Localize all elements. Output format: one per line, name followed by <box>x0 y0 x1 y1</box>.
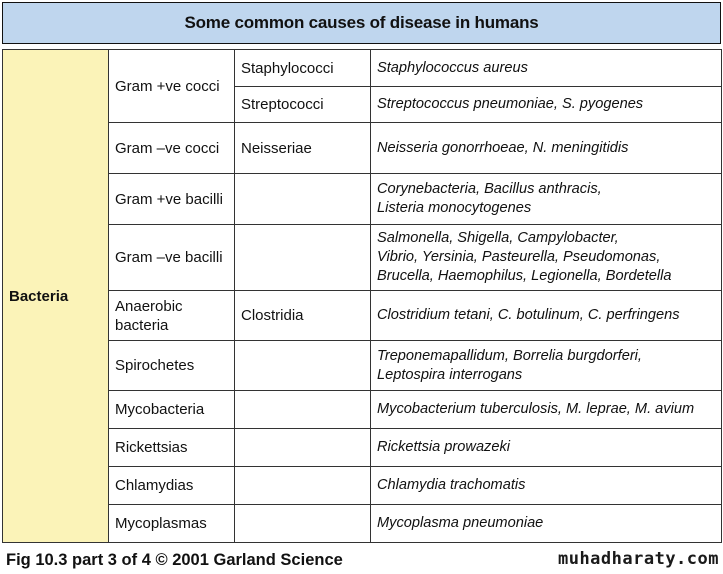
species-line: Mycoplasma pneumoniae <box>377 515 544 531</box>
watermark-text: muhadharaty.com <box>557 549 719 569</box>
group-line: Anaerobic <box>115 297 183 315</box>
species-cell <box>371 341 722 391</box>
subgroup-cell <box>235 391 371 429</box>
group-line: bacteria <box>115 316 169 334</box>
species-cell <box>371 123 722 174</box>
species-cell <box>371 50 722 87</box>
table-row <box>3 467 722 505</box>
subgroup-cell <box>235 505 371 543</box>
figure-caption: Fig 10.3 part 3 of 4 © 2001 Garland Science <box>6 551 343 569</box>
subgroup-cell <box>235 225 371 291</box>
species-cell <box>371 467 722 505</box>
group-cell: Spirochetes <box>109 341 235 391</box>
species-line: Leptospira interrogans <box>377 366 523 383</box>
subgroup-cell <box>235 341 371 391</box>
species-cell <box>371 391 722 429</box>
table-row <box>3 341 722 391</box>
subgroup-cell: Neisseriae <box>235 123 371 174</box>
group-cell: Mycoplasmas <box>109 505 235 543</box>
table-row <box>3 123 722 174</box>
group-cell: Gram –ve bacilli <box>109 225 235 291</box>
group-cell: Chlamydias <box>109 467 235 505</box>
species-line: Staphylococcus aureus <box>377 59 528 76</box>
subgroup-cell: Clostridia <box>235 291 371 341</box>
group-cell: Mycobacteria <box>109 391 235 429</box>
group-cell: Rickettsias <box>109 429 235 467</box>
species-line: Treponemapallidum, Borrelia burgdorferi, <box>377 347 642 364</box>
species-cell <box>371 429 722 467</box>
table-row <box>3 50 722 87</box>
species-cell <box>371 505 722 543</box>
species-line: Neisseria gonorrhoeae, N. meningitidis <box>377 139 629 156</box>
category-cell: Bacteria <box>3 50 109 543</box>
table-row <box>3 429 722 467</box>
subgroup-cell: Staphylococci <box>235 50 371 87</box>
table-row <box>3 391 722 429</box>
group-cell: Gram –ve cocci <box>109 123 235 174</box>
table-row <box>3 291 722 341</box>
species-cell <box>371 291 722 341</box>
species-line: Chlamydia trachomatis <box>377 477 526 493</box>
table-row <box>3 174 722 225</box>
subgroup-cell <box>235 174 371 225</box>
species-line: Rickettsia prowazeki <box>377 439 511 455</box>
disease-causes-table <box>2 49 722 543</box>
species-line: Clostridium tetani, C. botulinum, C. perfringens <box>377 307 680 323</box>
group-cell: Gram +ve cocci <box>109 50 235 123</box>
subgroup-cell <box>235 429 371 467</box>
species-line: Salmonella, Shigella, Campylobacter, <box>377 230 619 246</box>
species-line: Corynebacteria, Bacillus anthracis, <box>377 181 602 197</box>
species-line: Vibrio, Yersinia, Pasteurella, Pseudomonas, <box>377 249 661 265</box>
table-row <box>3 505 722 543</box>
species-line: Mycobacterium tuberculosis, M. leprae, M. avium <box>377 401 695 417</box>
subgroup-cell: Streptococci <box>235 87 371 123</box>
table-row <box>3 225 722 291</box>
group-cell: Gram +ve bacilli <box>109 174 235 225</box>
species-line: Streptococcus pneumoniae, S. pyogenes <box>377 96 644 112</box>
subgroup-cell <box>235 467 371 505</box>
species-cell <box>371 225 722 291</box>
species-line: Listeria monocytogenes <box>377 200 532 216</box>
group-cell <box>109 291 235 341</box>
table-title: Some common causes of disease in humans <box>2 2 721 44</box>
species-cell <box>371 174 722 225</box>
species-cell <box>371 87 722 123</box>
species-line: Brucella, Haemophilus, Legionella, Bordetella <box>377 268 672 284</box>
